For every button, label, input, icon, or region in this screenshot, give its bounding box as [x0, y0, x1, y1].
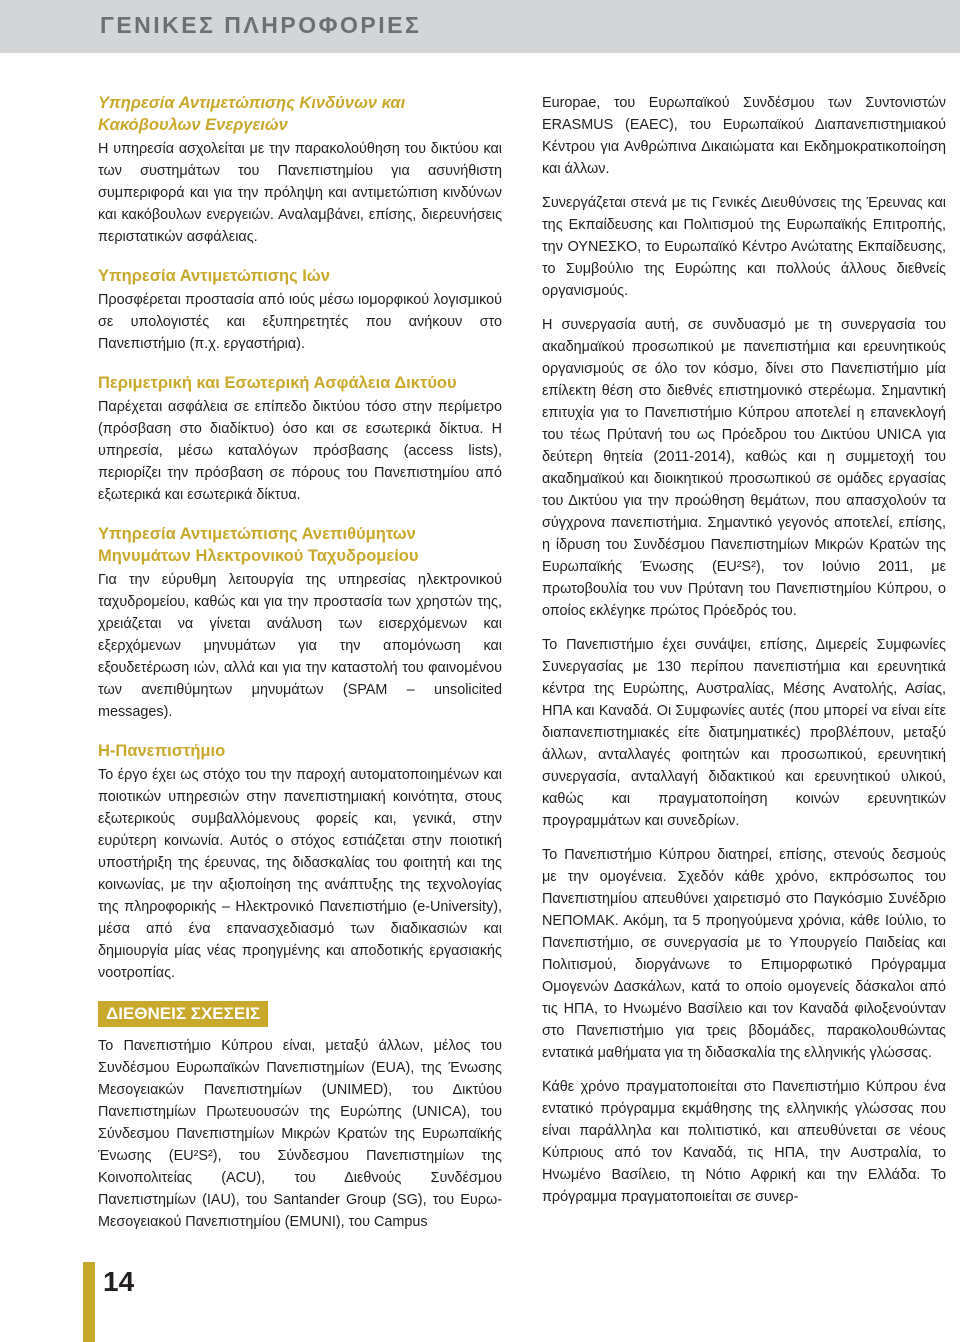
paragraph-5: Το Πανεπιστήμιο Κύπρου διατηρεί, επίσης, στενούς δεσμούς με την ομογένεια. Σχεδόν κάθε χρόνο, εκπρόσωπος του Πανεπιστημίου απευθύνει χαιρετισμό στο Παγκόσμιο Συνέδριο ΝΕΠΟΜΑΚ. Ακόμη, τα 5 προηγούμενα χρόνια, κάθε Ιούλιο, το Πανεπιστήμιο, σε συνεργασία με το Υπουργείο Παιδείας και Πολιτισμού, διοργάνωνε το Επιμορφωτικό Πρόγραμμα Ομογενών Δασκάλων, κατά το οποίο ομογενείς δάσκαλοι από τις ΗΠΑ, το Ηνωμένο Βασίλειο και τον Καναδά φιλοξενούνταν στο Πανεπιστήμιο για τρεις βδομάδες, παρακολουθώντας εντατικά μαθήματα για τη διδασκαλία της ελληνικής γλώσσας.	[542, 847, 946, 1061]
paragraph-1: Europae, του Ευρωπαϊκού Συνδέσμου των Συντονιστών ERASMUS (EAEC), του Ευρωπαϊκού Διαπανεπιστημιακού Κέντρου για Ανθρώπινα Δικαιώματα και Εκδημοκρατικοποίηση και άλλων.	[542, 95, 946, 177]
heading-spam: Υπηρεσία Αντιμετώπισης Ανεπιθύμητων Μηνυμάτων Ηλεκτρονικού Ταχυδρομείου	[98, 525, 419, 565]
heading-network-security: Περιμετρική και Εσωτερική Ασφάλεια Δικτύου	[98, 374, 457, 392]
text-spam: Για την εύρυθμη λειτουργία της υπηρεσίας ηλεκτρονικού ταχυδρομείου, καθώς και για την προστασία των χρηστών της, χρειάζεται να γίνεται ανάλυση των εισερχόμενων και εξερχόμενων μηνυμάτων για την απομόνωση και εξουδετέρωση ιών, αλλά και για την καταστολή του φαινομένου των ανεπιθύμητων μηνυμάτων (SPAM – unsolicited messages).	[98, 572, 502, 720]
left-column	[98, 92, 502, 1233]
text-antivirus: Προσφέρεται προστασία από ιούς μέσω ιομορφικού λογισμικού σε υπολογιστές και εξυπηρετητές που ανήκουν στο Πανεπιστήμιο (π.χ. εργαστήρια).	[98, 292, 502, 352]
text-international-relations: Το Πανεπιστήμιο Κύπρου είναι, μεταξύ άλλων, μέλος του Συνδέσμου Ευρωπαϊκών Πανεπιστημίων (EUA), της Ένωσης Μεσογειακών Πανεπιστημίων (UNIMED), του Δικτύου Πανεπιστημίων Πρωτευουσών της Ευρώπης (UNICA), του Σύνδεσμου Πανεπιστημίων Μικρών Κρατών της Ευρωπαϊκής Ένωσης (EU²S²), του Σύνδεσμου Πανεπιστημίων της Κοινοπολιτείας (ACU), του Διεθνούς Συνδέσμου Πανεπιστημίων (IAU), του Santander Group (SG), του Ευρω-Μεσογειακού Πανεπιστημίου (EMUNI), του Campus	[98, 1038, 502, 1230]
header-bar	[0, 0, 960, 53]
heading-threat-response: Υπηρεσία Αντιμετώπισης Κινδύνων και Κακόβουλων Ενεργειών	[98, 94, 406, 134]
right-column	[542, 92, 946, 1208]
text-e-university: Το έργο έχει ως στόχο του την παροχή αυτοματοποιημένων και ποιοτικών υπηρεσιών στην πανεπιστημιακή κοινότητα, στους εξωτερικούς συμβαλλόμενους φορείς και, γενικά, στην ευρύτερη κοινωνία. Αυτός ο στόχος εστιάζεται στην ποιοτική υποστήριξη της έρευνας, της διδασκαλίας του φοιτητή και της κοινωνίας, με την αξιοποίηση της ανάπτυξης της τεχνολογίας της πληροφορικής – Ηλεκτρονικό Πανεπιστήμιο (e-University), μέσα από ένα επανασχεδιασμό των διαδικασιών και δημιουργία μίας νέας προηγμένης και αποδοτικής εργασιακής νοοτροπίας.	[98, 767, 502, 981]
page-title: ΓΕΝΙΚΕΣ ΠΛΗΡΟΦΟΡΙΕΣ	[100, 12, 422, 38]
paragraph-4: Το Πανεπιστήμιο έχει συνάψει, επίσης, Διμερείς Συμφωνίες Συνεργασίας με 130 περίπου πανεπιστήμια και ερευνητικά κέντρα της Ευρώπης, Αυστραλίας, Μέσης Ανατολής, Ασίας, ΗΠΑ και Καναδά. Οι Συμφωνίες αυτές (που μπορεί να είναι είτε διαπανεπιστημιακές είτε διατμηματικές) προβλέπουν, μεταξύ άλλων, ανταλλαγές φοιτητών και προσωπικού, ερευνητική συνεργασία, ανταλλαγή διδακτικού και ερευνητικού υλικού, καθώς και πραγματοποίηση κοινών ερευνητικών προγραμμάτων και συνεδρίων.	[542, 637, 946, 829]
section-banner-international-relations: ΔΙΕΘΝΕΙΣ ΣΧΕΣΕΙΣ	[98, 1001, 268, 1027]
text-threat-response: Η υπηρεσία ασχολείται με την παρακολούθηση του δικτύου και των συστημάτων του Πανεπιστημίου για ασυνήθιστη συμπεριφορά και για την πρόληψη και αντιμετώπιση κινδύνων και κακόβουλων ενεργειών. Αναλαμβάνει, επίσης, διερευνήσεις περιστατικών ασφάλειας.	[98, 141, 502, 245]
heading-antivirus: Υπηρεσία Αντιμετώπισης Ιών	[98, 267, 330, 285]
page-number-tab	[83, 1262, 95, 1342]
text-network-security: Παρέχεται ασφάλεια σε επίπεδο δικτύου τόσο στην περίμετρο (πρόσβαση στο διαδίκτυο) όσο και σε εσωτερικά δίκτυα. Η υπηρεσία, μέσω καταλόγων πρόσβασης (access lists), περιορίζει την πρόσβαση σε πόρους του Πανεπιστημίου από εξωτερικά και εσωτερικά δίκτυα.	[98, 399, 502, 503]
paragraph-3: Η συνεργασία αυτή, σε συνδυασμό με τη συνεργασία του ακαδημαϊκού προσωπικού με πανεπιστήμια και ερευνητικούς οργανισμούς σε όλο τον κόσμο, δίνει στο Πανεπιστήμιο μία επίλεκτη θέση στο διεθνές επιστημονικό στερέωμα. Σημαντική επιτυχία για το Πανεπιστήμιο Κύπρου αποτελεί η επανεκλογή του τέως Πρύτανή του ως Πρόεδρου του Δικτύου UNICA για δεύτερη θητεία (2011-2014), καθώς και η συμμετοχή του ακαδημαϊκού και διοικητικού προσωπικού σε ομάδες εργασίας του Δικτύου για την προώθηση θεμάτων, που απασχολούν τα σύγχρονα πανεπιστήμια. Σημαντικό γεγονός αποτελεί, επίσης, η ίδρυση του Συνδέσμου Πανεπιστημίων Μικρών Κρατών της Ευρωπαϊκής Ένωσης (EU²S²), τον Ιούνιο 2011, με πρωτοβουλία του νυν Πρύτανη του Πανεπιστημίου Κύπρου, ο οποίος εκλέγηκε πρώτος Πρόεδρός του.	[542, 317, 946, 619]
heading-e-university: Η-Πανεπιστήμιο	[98, 742, 226, 760]
paragraph-6: Κάθε χρόνο πραγματοποιείται στο Πανεπιστήμιο Κύπρου ένα εντατικό πρόγραμμα εκμάθησης της ελληνικής γλώσσας που είναι παράλληλα και πολιτιστικό, και απευθύνεται σε νέους Κύπριους από τον Καναδά, τις ΗΠΑ, την Αυστραλία, το Ηνωμένο Βασίλειο, τη Νότιο Αφρική και την Ελλάδα. Το πρόγραμμα πραγματοποιείται σε συνερ-	[542, 1079, 946, 1205]
paragraph-2: Συνεργάζεται στενά με τις Γενικές Διευθύνσεις της Έρευνας και της Εκπαίδευσης και Πολιτισμού της Ευρωπαϊκής Επιτροπής, την ΟΥΝΕΣΚΟ, το Ευρωπαϊκό Κέντρο Ανώτατης Εκπαίδευσης, το Συμβούλιο της Ευρώπης και πολλούς άλλους διεθνείς οργανισμούς.	[542, 195, 946, 299]
page-number: 14	[103, 1266, 135, 1297]
